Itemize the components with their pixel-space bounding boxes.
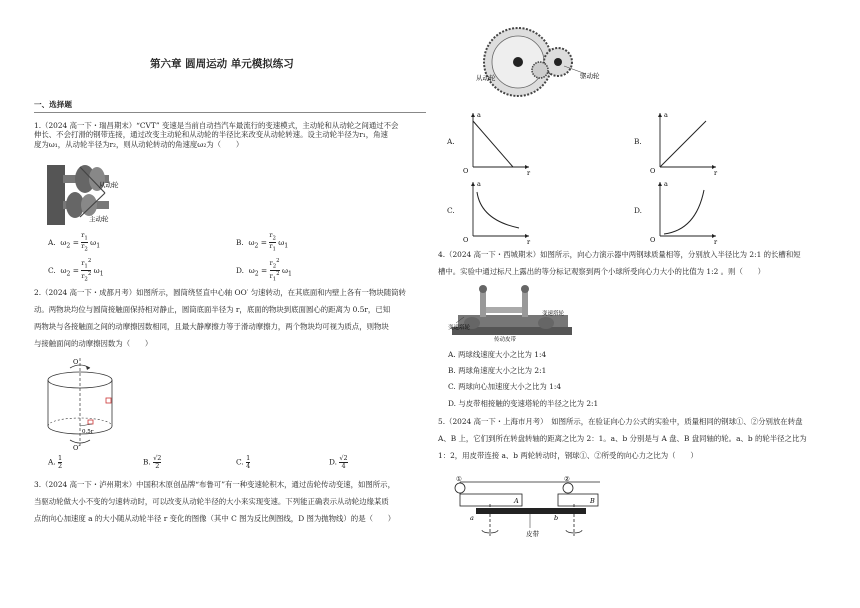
graph-d-x: r <box>714 238 718 246</box>
q5-fig-wheel-b: b <box>554 514 559 522</box>
q3-line-2: 当驱动轮做大小不变的匀速转动时，可以改变从动轮半径的大小来实现变速。下列能正确表示从动轮边缘某质 <box>34 497 389 506</box>
graph-b-y: a <box>664 111 668 119</box>
graph-d-label: D. <box>634 206 643 215</box>
graph-a-x: r <box>527 169 531 177</box>
q5-fig-disk-b: B <box>590 497 595 505</box>
q5-fig-belt: 皮带 <box>526 530 539 538</box>
q4-fig-label-right: 变速塔轮 <box>542 311 565 317</box>
q3-line-3: 点的向心加速度 a 的大小随从动轮半径 r 变化的图像（其中 C 图为反比例图线，D 图为抛物线）的是（ ） <box>34 514 396 523</box>
graph-a-origin: O <box>463 167 469 175</box>
q4-option-b: B. 两球角速度大小之比为 2:1 <box>448 366 547 375</box>
q1-fig-label-driven: 从动轮 <box>99 181 119 189</box>
graph-a-label: A. <box>447 137 455 146</box>
q1-option-a: A. $\omega_2$ = $\frac{r_1}{r_2}$ $\omega_1$ <box>48 231 101 253</box>
q1-option-c: C. $\omega_2$ = $\frac{r_1^2}{r_2^2}$ $\omega_1$ <box>48 258 104 283</box>
q2-option-b: B. $\frac{√2}{2}$ <box>143 454 162 470</box>
centripetal-device-figure <box>450 283 580 345</box>
q1-line-2: 伸长、不会打滑的钢带连接，通过改变主动轮和从动轮的半径比来改变从动轮转速。设主动轮半径为r₁，角速 <box>34 130 388 139</box>
q5-line-1: 5.（2024 高一下・上海市月考） 如图所示，在验证向心力公式的实验中，质量相同的钢球①、②分别放在转盘 <box>438 417 803 426</box>
q2-fig-label-o-prime: O′ <box>73 444 80 452</box>
q2-line-4: 与接触面间的动摩擦因数为（ ） <box>34 339 153 348</box>
graph-c-y: a <box>477 180 481 188</box>
graph-b-label: B. <box>634 137 642 146</box>
q5-fig-ball-2: ② <box>564 475 570 483</box>
q2-fig-label-o: O <box>73 358 79 366</box>
q5-fig-wheel-a: a <box>470 514 474 522</box>
q3-line-1: 3.（2024 高一下・泸州期末）中国积木原创品牌“布鲁可”有一种变速轮积木，通过齿轮传动变速，如图所示， <box>34 480 395 489</box>
q3-fig-label-driving: 驱动轮 <box>580 72 600 80</box>
q4-option-a: A. 两球线速度大小之比为 1:4 <box>448 350 547 359</box>
section-heading: 一、选择题 <box>34 100 72 109</box>
cvt-figure <box>45 163 155 231</box>
q4-line-2: 槽中。实验中通过标尺上露出的等分标记观察到两个小球所受向心力大小的比值为 1:2 。则（ ） <box>438 267 766 276</box>
q2-line-1: 2.（2024 高一下・成都月考）如图所示，圆筒绕竖直中心轴 OO′ 匀速转动，在其底面和内壁上各有一物块随筒转 <box>34 288 406 297</box>
cylinder-figure <box>40 358 120 450</box>
graph-c <box>463 176 533 246</box>
graph-c-origin: O <box>463 236 469 244</box>
graph-b-x: r <box>714 169 718 177</box>
divider <box>34 112 426 113</box>
graph-a <box>463 107 533 177</box>
q1-line-3: 度为ω₁，从动轮半径为r₂，则从动轮转动的角速度ω₂为（ ） <box>34 140 244 149</box>
graph-b-origin: O <box>650 167 656 175</box>
q2-option-c: C. $\frac{1}{4}$ <box>236 454 251 470</box>
q1-line-1: 1.（2024 高一下・瑞昌期末）“CVT” 变速是当前自动挡汽车最流行的变速模式，主动轮和从动轮之间通过不会 <box>34 121 399 130</box>
graph-c-label: C. <box>447 206 455 215</box>
q5-line-3: 1：2，用皮带连接 a、b 两轮转动时，钢球①、②所受的向心力之比为（ ） <box>438 451 698 460</box>
page-title: 第六章 圆周运动 单元模拟练习 <box>150 58 294 70</box>
graph-a-y: a <box>477 111 481 119</box>
q1-option-b: B. $\omega_2$ = $\frac{r_2}{r_1}$ $\omega_1$ <box>236 231 289 253</box>
q2-option-a: A. $\frac{1}{2}$ <box>48 454 63 470</box>
graph-c-x: r <box>527 238 531 246</box>
q2-line-2: 动。两物块均位与圆筒接触面保持相对静止，圆筒底面半径为 r，底面的物块到底面圆心的距离为 0.5r，已知 <box>34 305 391 314</box>
q4-option-c: C. 两球向心加速度大小之比为 1:4 <box>448 382 562 391</box>
q4-option-d: D. 与皮带相接触的变速塔轮的半径之比为 2:1 <box>448 399 599 408</box>
graph-d-origin: O <box>650 236 656 244</box>
q1-fig-label-driving: 主动轮 <box>89 215 109 223</box>
gears-figure <box>478 14 598 106</box>
graph-d <box>650 176 720 246</box>
q1-option-d: D. $\omega_2$ = $\frac{r_2^2}{r_1^2}$ $\omega_1$ <box>236 258 292 283</box>
q5-line-2: A、B 上，它们到所在转盘转轴的距离之比为 2：1。a、b 分别是与 A 盘、B 盘同轴的轮。a、b 的轮半径之比为 <box>438 434 807 443</box>
q4-fig-label-belt: 传动皮带 <box>494 337 517 343</box>
q2-line-3: 两物块与各接触面之间的动摩擦因数相同，且最大静摩擦力等于滑动摩擦力，两个物块均可视为质点，则物块 <box>34 322 389 331</box>
q2-option-d: D. $\frac{√2}{4}$ <box>329 454 348 470</box>
graph-b <box>650 107 720 177</box>
q3-fig-label-driven: 从动轮 <box>476 74 496 82</box>
turntable-figure <box>450 472 610 544</box>
q4-line-1: 4.（2024 高一下・西城期末）如图所示，向心力演示器中两钢球质量相等，分别放入半径比为 2:1 的长槽和短 <box>438 250 801 259</box>
q4-fig-label-left: 变速塔轮 <box>448 325 471 331</box>
q5-fig-ball-1: ① <box>456 475 462 483</box>
q2-fig-label-half-r: 0.5r <box>82 429 94 435</box>
q5-fig-disk-a: A <box>514 497 519 505</box>
graph-d-y: a <box>664 180 668 188</box>
